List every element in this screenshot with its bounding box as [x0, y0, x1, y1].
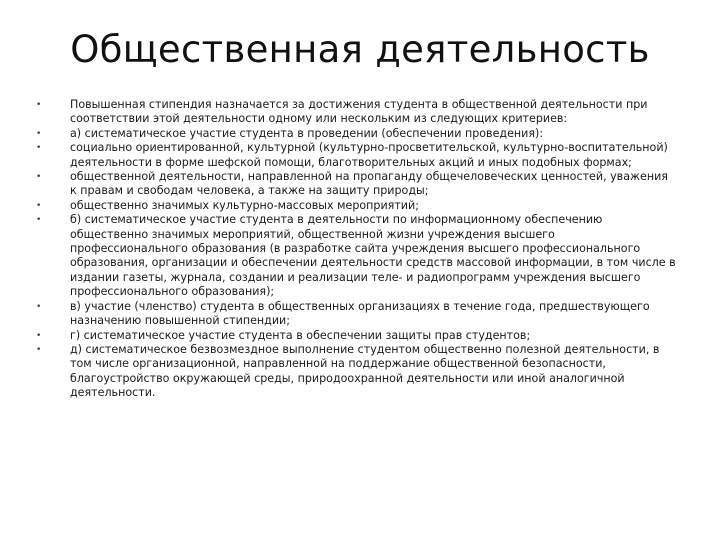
bullet-item	[36, 329, 676, 343]
bullet-item	[36, 170, 676, 199]
bullet-item	[36, 300, 676, 329]
bullet-text: социально ориентированной, культурной (культурно-просветительской, культурно-воспитательной) деятельности в форме шефской помощи, благотворительных акций и иных подобных формах;	[70, 141, 668, 169]
bullet-text: общественной деятельности, направленной на пропаганду общечеловеческих ценностей, уважения к правам и свободам человека, а также на защиту природы;	[70, 170, 668, 198]
bullet-text: а) систематическое участие студента в проведении (обеспечении проведения):	[70, 126, 544, 140]
bullet-text: Повышенная стипендия назначается за достижения студента в общественной деятельности при соответствии этой деятельности одному или нескольким из следующих критериев:	[70, 98, 648, 126]
bullet-dot-icon: •	[36, 215, 42, 226]
bullet-text: б) систематическое участие студента в деятельности по информационному обеспечению общественно значимых мероприятий, общественной жизни учреждения высшего профессионального образования (в разработке сайта учреждения высшего профессионального образования, организации и обеспечении деятельности средств массовой информации, в том числе в издании газеты, журнала, создании и реализации теле- и радиопрограмм учреждения высшего профессионального образования);	[70, 213, 676, 299]
bullet-item	[36, 213, 676, 299]
bullet-item	[36, 343, 676, 401]
bullet-dot-icon: •	[36, 128, 42, 139]
bullet-text: общественно значимых культурно-массовых мероприятий;	[70, 198, 419, 212]
bullet-dot-icon: •	[36, 143, 42, 154]
bullet-item	[36, 141, 676, 170]
bullet-item	[36, 98, 676, 127]
bullet-dot-icon: •	[36, 172, 42, 183]
bullet-item	[36, 127, 676, 141]
bullet-dot-icon: •	[36, 344, 42, 355]
bullet-dot-icon: •	[36, 200, 42, 211]
bullet-dot-icon: •	[36, 100, 42, 110]
bullet-text: г) систематическое участие студента в обеспечении защиты прав студентов;	[70, 328, 531, 342]
bullet-text: д) систематическое безвозмездное выполнение студентом общественно полезной деятельности, в том числе организационной, направленной на поддержание общественной безопасности, благоустройство окружающей среды, природоохранной деятельности или иной аналогичной деятельности.	[70, 342, 660, 400]
bullet-dot-icon: •	[36, 330, 42, 341]
bullet-text: в) участие (членство) студента в общественных организациях в течение года, предшествующего назначению повышенной стипендии;	[70, 299, 650, 328]
slide-title: Общественная деятельность	[70, 28, 650, 71]
bullet-dot-icon: •	[36, 301, 42, 312]
bullet-list	[36, 98, 676, 401]
bullet-item	[36, 199, 676, 213]
